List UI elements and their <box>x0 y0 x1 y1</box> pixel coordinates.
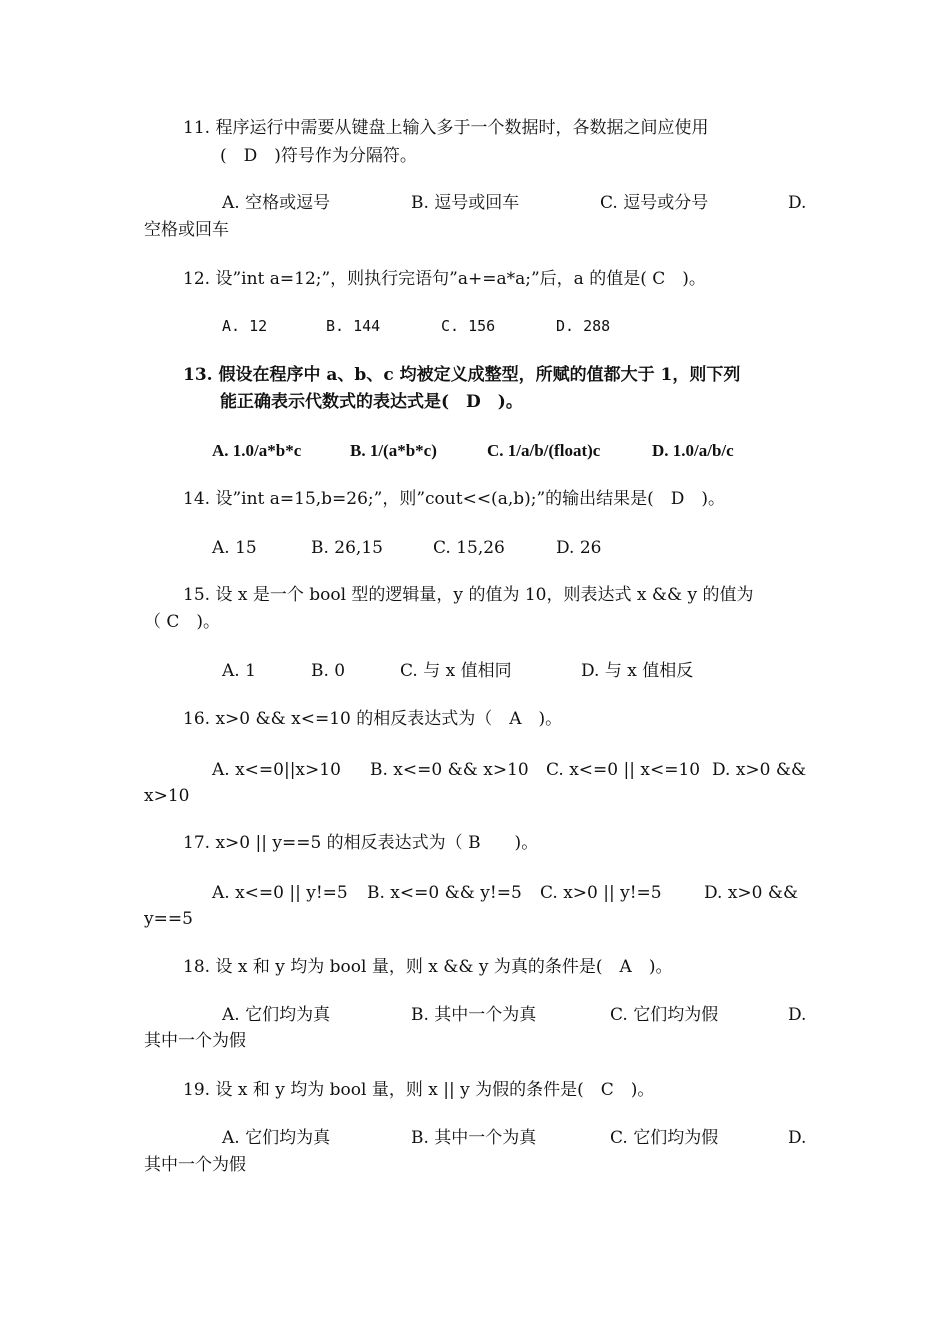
question-14-option-d: D. 26 <box>556 538 602 558</box>
question-12-option-d: D. 288 <box>556 317 611 335</box>
question-17-option-a: A. x<=0 || y!=5 <box>212 883 348 903</box>
question-11-option-b: B. 逗号或回车 <box>411 193 520 213</box>
question-15-stem-line-2: （ C )。 <box>144 612 221 632</box>
question-12-option-b: B. 144 <box>326 317 381 335</box>
question-18-option-b: B. 其中一个为真 <box>411 1005 537 1025</box>
question-13-option-c: C. 1/a/b/(float)c <box>487 441 601 460</box>
question-16-stem: 16. x>0 && x<=10 的相反表达式为（ A )。 <box>183 709 563 729</box>
question-18-option-c: C. 它们均为假 <box>610 1005 719 1025</box>
question-12-option-a: A. 12 <box>222 317 268 335</box>
question-14-stem: 14. 设”int a=15,b=26;”，则”cout<<(a,b);”的输出结果是( D )。 <box>183 489 726 509</box>
question-12-option-c: C. 156 <box>441 317 496 335</box>
question-15-option-c: C. 与 x 值相同 <box>400 661 512 681</box>
question-13-option-a: A. 1.0/a*b*c <box>212 441 302 460</box>
question-17-option-d: D. x>0 && <box>704 883 799 903</box>
question-16-option-b: B. x<=0 && x>10 <box>370 760 529 780</box>
question-19-option-a: A. 它们均为真 <box>222 1128 331 1148</box>
question-14-option-b: B. 26,15 <box>311 538 383 558</box>
question-18-option-d: D. <box>788 1005 807 1025</box>
question-18-option-a: A. 它们均为真 <box>222 1005 331 1025</box>
question-11-option-c: C. 逗号或分号 <box>600 193 709 213</box>
question-12-stem: 12. 设”int a=12;”，则执行完语句”a+=a*a;”后，a 的值是( C )。 <box>183 269 706 289</box>
question-15-option-b: B. 0 <box>311 661 346 681</box>
question-17-stem: 17. x>0 || y==5 的相反表达式为（ B )。 <box>183 833 539 853</box>
question-11-stem-line-1: 11. 程序运行中需要从键盘上输入多于一个数据时，各数据之间应使用 <box>183 118 709 138</box>
question-15-stem-line-1: 15. 设 x 是一个 bool 型的逻辑量，y 的值为 10，则表达式 x && y 的值为 <box>183 585 754 605</box>
question-11-option-wrap: 空格或回车 <box>144 220 229 240</box>
question-14-option-c: C. 15,26 <box>433 538 505 558</box>
question-11-option-a: A. 空格或逗号 <box>222 193 331 213</box>
question-11-option-d: D. <box>788 193 807 213</box>
question-16-option-a: A. x<=0||x>10 <box>212 760 341 780</box>
question-13-stem-line-2: 能正确表示代数式的表达式是( D )。 <box>220 392 523 412</box>
question-16-option-d: D. x>0 && <box>712 760 807 780</box>
question-19-option-wrap: 其中一个为假 <box>144 1155 246 1175</box>
question-11-stem-line-2: ( D )符号作为分隔符。 <box>220 146 417 166</box>
question-15-option-d: D. 与 x 值相反 <box>581 661 694 681</box>
question-19-option-d: D. <box>788 1128 807 1148</box>
question-13-option-d: D. 1.0/a/b/c <box>652 441 734 460</box>
question-17-option-c: C. x>0 || y!=5 <box>540 883 662 903</box>
question-19-option-c: C. 它们均为假 <box>610 1128 719 1148</box>
question-13-stem-line-1: 13. 假设在程序中 a、b、c 均被定义成整型，所赋的值都大于 1，则下列 <box>183 365 741 385</box>
question-17-option-b: B. x<=0 && y!=5 <box>367 883 522 903</box>
question-17-option-wrap: y==5 <box>144 909 193 929</box>
question-15-option-a: A. 1 <box>222 661 256 681</box>
question-19-stem: 19. 设 x 和 y 均为 bool 量，则 x || y 为假的条件是( C )。 <box>183 1080 655 1100</box>
question-16-option-wrap: x>10 <box>144 786 190 806</box>
question-18-stem: 18. 设 x 和 y 均为 bool 量，则 x && y 为真的条件是( A )。 <box>183 957 673 977</box>
question-14-option-a: A. 15 <box>212 538 257 558</box>
question-16-option-c: C. x<=0 || x<=10 <box>546 760 701 780</box>
question-19-option-b: B. 其中一个为真 <box>411 1128 537 1148</box>
question-13-option-b: B. 1/(a*b*c) <box>350 441 437 460</box>
question-18-option-wrap: 其中一个为假 <box>144 1031 246 1051</box>
